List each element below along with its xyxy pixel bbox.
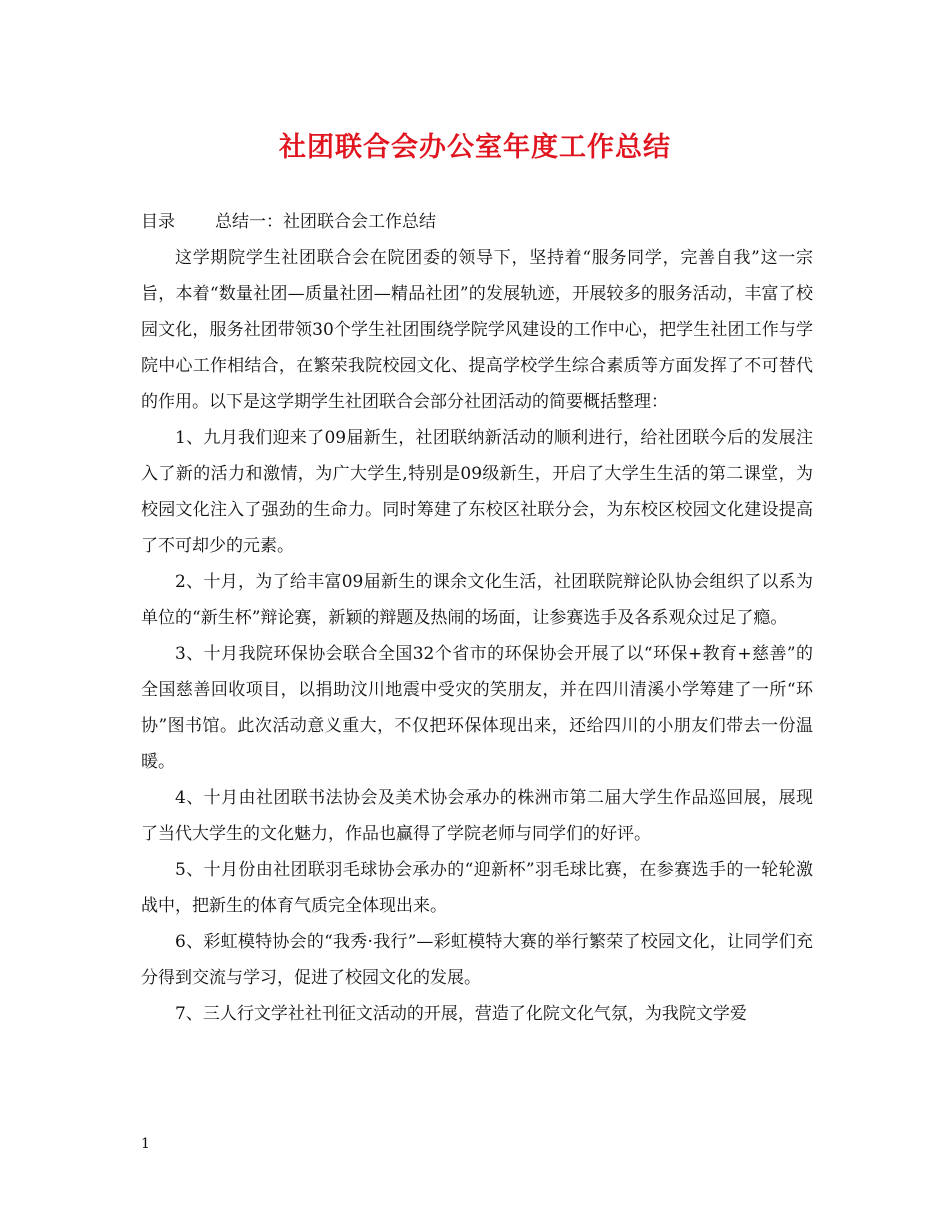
page-number: 1 bbox=[141, 1136, 150, 1152]
paragraph-item-5: 5、十月份由社团联羽毛球协会承办的“迎新杯”羽毛球比赛，在参赛选手的一轮轮激战中，把新生的体育气质完全体现出来。 bbox=[141, 860, 813, 916]
paragraph-item-7: 7、三人行文学社社刊征文活动的开展，营造了化院文化气氛，为我院文学爱 bbox=[175, 1004, 747, 1024]
table-of-contents bbox=[141, 204, 813, 240]
paragraph-item-2: 2、十月，为了给丰富09届新生的课余文化生活，社团联院辩论队协会组织了以系为单位的“新生杯”辩论赛，新颖的辩题及热闹的场面，让参赛选手及各系观众过足了瘾。 bbox=[141, 572, 813, 628]
document-body bbox=[141, 204, 813, 1032]
paragraph-intro: 这学期院学生社团联合会在院团委的领导下，坚持着“服务同学，完善自我”这一宗旨，本着“数量社团—质量社团—精品社团”的发展轨迹，开展较多的服务活动，丰富了校园文化，服务社团带领30个学生社团围绕学院学风建设的工作中心，把学生社团工作与学院中心工作相结合，在繁荣我院校园文化、提高学校学生综合素质等方面发挥了不可替代的作用。以下是这学期学生社团联合会部分社团活动的简要概括整理： bbox=[141, 248, 813, 412]
toc-label: 目录 bbox=[141, 212, 175, 232]
toc-entry: 总结一：社团联合会工作总结 bbox=[215, 212, 436, 232]
paragraph-item-4: 4、十月由社团联书法协会及美术协会承办的株洲市第二届大学生作品巡回展，展现了当代大学生的文化魅力，作品也赢得了学院老师与同学们的好评。 bbox=[141, 788, 813, 844]
paragraph-item-3: 3、十月我院环保协会联合全国32个省市的环保协会开展了以“环保+教育+慈善”的全国慈善回收项目，以捐助汶川地震中受灾的笑朋友，并在四川清溪小学筹建了一所“环协”图书馆。此次活动意义重大，不仅把环保体现出来，还给四川的小朋友们带去一份温暖。 bbox=[141, 644, 813, 772]
paragraph-item-1: 1、九月我们迎来了09届新生，社团联纳新活动的顺利进行，给社团联今后的发展注入了新的活力和激情，为广大学生,特别是09级新生，开启了大学生生活的第二课堂，为校园文化注入了强劲的生命力。同时筹建了东校区社联分会，为东校区校园文化建设提高了不可却少的元素。 bbox=[141, 428, 813, 556]
paragraph-item-6: 6、彩虹模特协会的“我秀·我行”—彩虹模特大赛的举行繁荣了校园文化，让同学们充分得到交流与学习，促进了校园文化的发展。 bbox=[141, 932, 813, 988]
document-title: 社团联合会办公室年度工作总结 bbox=[279, 132, 671, 163]
